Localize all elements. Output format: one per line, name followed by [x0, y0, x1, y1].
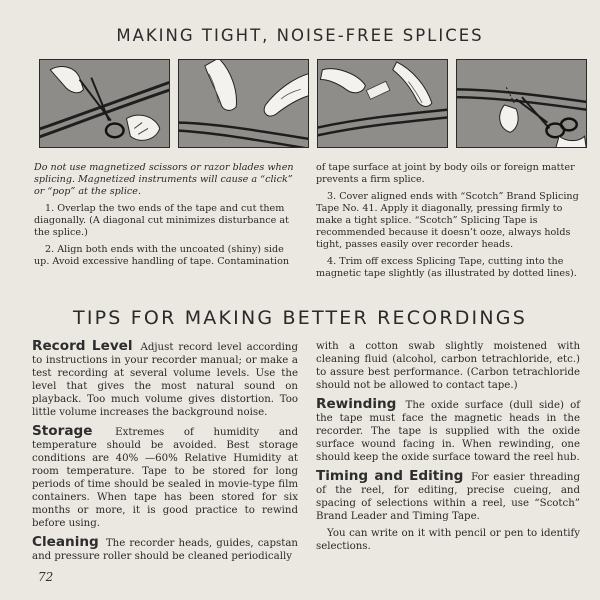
- tips-title: TIPS FOR MAKING BETTER RECORDINGS: [73, 307, 527, 329]
- applying-splicing-tape-illustration: [318, 60, 447, 147]
- hands-aligning-tape-illustration: [179, 60, 308, 147]
- splice-right-column: [316, 162, 580, 285]
- rewinding-body: The oxide surface (dull side) of the tape must face the magnetic heads in the recorder. The tape is supplied with the oxide surface wound facing in. When rewinding, one should keep the oxide surface toward the reel hub.: [316, 400, 580, 463]
- illustration-apply-splicing-tape: [317, 59, 448, 148]
- splice-step-2-continued: of tape surface at joint by body oils or foreign matter prevents a firm splice.: [316, 162, 575, 185]
- timing-body: For easier threading of the reel, for editing, precise cueing, and spacing of selections within a reel, use “Scotch” Brand Leader and Timing Tape.: [316, 472, 580, 522]
- illustration-trim-excess: [456, 59, 587, 148]
- scissors-cutting-illustration: [40, 60, 169, 147]
- cleaning-continued: with a cotton swab slightly moistened with cleaning fluid (alcohol, carbon tetrachloride, etc.) to assure best performance. (Carbon tetrachloride should not be allowed to contact tape.): [316, 341, 580, 391]
- storage-paragraph: [32, 425, 298, 530]
- splices-title: MAKING TIGHT, NOISE-FREE SPLICES: [116, 26, 484, 45]
- rewinding-heading: Rewinding: [316, 396, 397, 412]
- trimming-tape-illustration: [457, 60, 586, 147]
- illustration-align-ends: [178, 59, 309, 148]
- cleaning-heading: Cleaning: [32, 534, 99, 550]
- page-number: 72: [38, 570, 54, 584]
- cleaning-body: The recorder heads, guides, capstan and pressure roller should be cleaned periodically: [32, 538, 298, 562]
- record-level-body: Adjust record level according to instructions in your recorder manual; or make a test recording at several volume levels. Use the level that gives the most natural sound on playback. Too much volume gives distortion. Too little volume increases the background noise.: [32, 342, 298, 418]
- timing-paragraph: [316, 470, 580, 523]
- tips-left-column: [32, 340, 298, 569]
- illustration-cut-tape: [39, 59, 170, 148]
- timing-paragraph-2: You can write on it with pencil or pen to identify selections.: [316, 528, 580, 552]
- splice-left-column: [34, 162, 300, 273]
- storage-heading: Storage: [32, 423, 93, 439]
- cleaning-paragraph: [32, 536, 298, 563]
- tips-right-column: [316, 340, 580, 559]
- record-level-paragraph: [32, 340, 298, 419]
- splice-step-4: 4. Trim off excess Splicing Tape, cutting into the magnetic tape slightly (as illustrated by dotted lines).: [316, 256, 577, 279]
- splice-step-2: 2. Align both ends with the uncoated (shiny) side up. Avoid excessive handling of tape. Contamination: [34, 244, 290, 267]
- magnetized-warning: Do not use magnetized scissors or razor blades when splicing. Magnetized instruments will cause a “click” or “pop” at the splice.: [34, 162, 294, 197]
- storage-body: Extremes of humidity and temperature should be avoided. Best storage conditions are 40% —60% Relative Humidity at room temperature. Tape to be stored for long periods of time should be sealed in movie-type film containers. When tape has been stored for six months or more, it is good practice to rewind before using.: [32, 427, 298, 529]
- record-level-heading: Record Level: [32, 338, 133, 354]
- splice-step-3: 3. Cover aligned ends with “Scotch” Brand Splicing Tape No. 41. Apply it diagonally, pressing firmly to make a tight splice. “Scotch” Splicing Tape is recommended because it doesn’t ooze, always holds tight, passes easily over recorder heads.: [316, 191, 579, 250]
- rewinding-paragraph: [316, 398, 580, 464]
- splice-step-1: 1. Overlap the two ends of the tape and cut them diagonally. (A diagonal cut minimizes disturbance at the splice.): [34, 203, 289, 238]
- splice-illustrations: [39, 59, 569, 148]
- timing-heading: Timing and Editing: [316, 468, 464, 484]
